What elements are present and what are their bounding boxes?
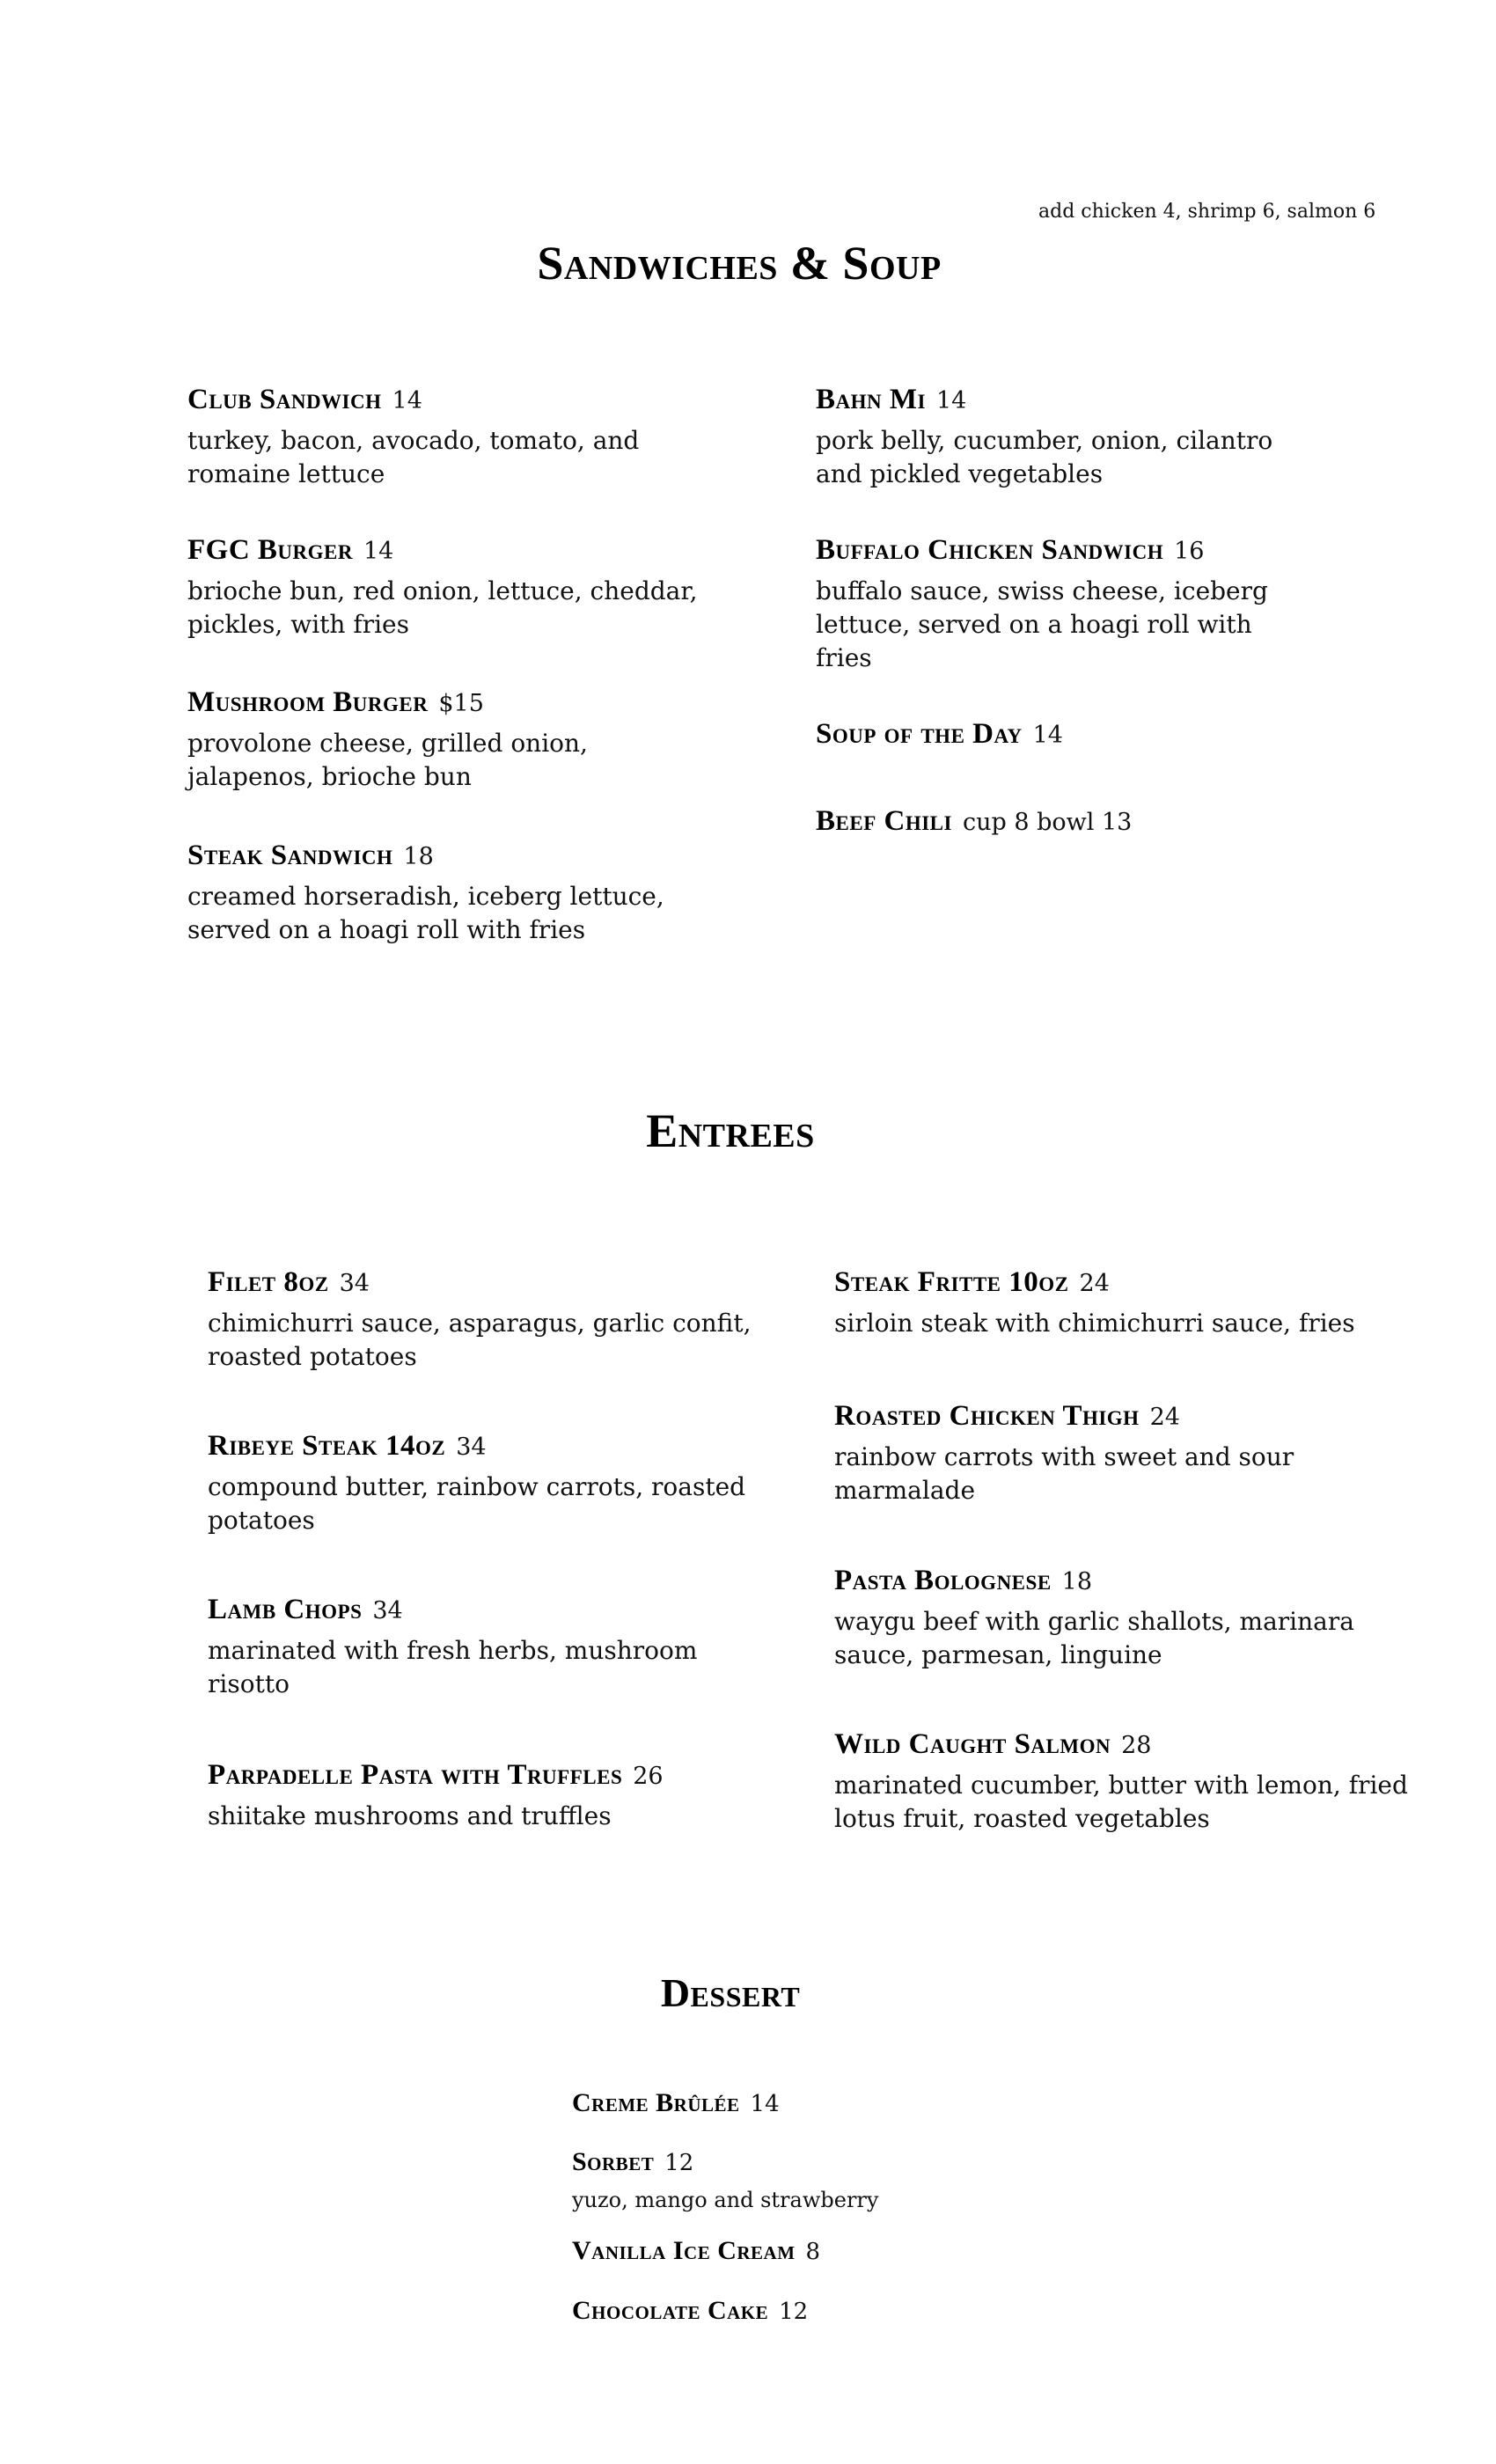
item-description: chimichurri sauce, asparagus, garlic confit, roasted potatoes xyxy=(208,1309,752,1371)
item-name: Ribeye Steak 14oz xyxy=(208,1430,446,1462)
item-description: pork belly, cucumber, onion, cilantro and pickled vegetables xyxy=(816,426,1273,488)
menu-item xyxy=(834,1561,1362,1672)
item-description: yuzo, mango and strawberry xyxy=(572,2188,879,2212)
item-price: cup 8 bowl 13 xyxy=(962,809,1133,836)
menu-item xyxy=(208,1590,753,1701)
item-price: 34 xyxy=(339,1270,370,1297)
item-description: marinated cucumber, butter with lemon, fried lotus fruit, roasted vegetables xyxy=(834,1771,1408,1833)
item-name: Parpadelle Pasta with Truffles xyxy=(208,1759,623,1791)
menu-item xyxy=(208,1426,753,1537)
menu-item xyxy=(834,1725,1433,1836)
item-name: Mushroom Burger xyxy=(187,686,429,718)
item-price: 28 xyxy=(1121,1732,1152,1759)
menu-item xyxy=(834,1397,1327,1507)
item-description: sirloin steak with chimichurri sauce, fries xyxy=(834,1309,1355,1338)
item-name: Bahn Mi xyxy=(816,384,926,415)
item-price: 24 xyxy=(1079,1270,1110,1297)
item-name: Pasta Bolognese xyxy=(834,1565,1052,1596)
item-price: 34 xyxy=(456,1434,487,1461)
item-price: 24 xyxy=(1149,1404,1180,1431)
item-name: Chocolate Cake xyxy=(572,2296,769,2325)
item-price: 18 xyxy=(403,843,434,870)
item-description: creamed horseradish, iceberg lettuce, served on a hoagi roll with fries xyxy=(187,882,664,944)
addons-note: add chicken 4, shrimp 6, salmon 6 xyxy=(1038,201,1376,223)
item-name: Creme Brûlée xyxy=(572,2088,740,2117)
item-name: Steak Sandwich xyxy=(187,840,393,871)
item-price: 14 xyxy=(363,538,394,565)
item-description: provolone cheese, grilled onion, jalapenos, brioche bun xyxy=(187,729,588,791)
item-description: buffalo sauce, swiss cheese, iceberg lettuce, served on a hoagi roll with fries xyxy=(816,576,1268,672)
item-name: Beef Chili xyxy=(816,805,952,837)
item-price: 8 xyxy=(805,2239,821,2265)
item-price: $15 xyxy=(438,690,484,717)
menu-item xyxy=(208,1263,753,1374)
item-price: 16 xyxy=(1174,538,1205,565)
item-price: 18 xyxy=(1061,1568,1093,1595)
item-price: 34 xyxy=(372,1597,403,1624)
menu-item xyxy=(187,683,715,794)
item-name: Filet 8oz xyxy=(208,1266,329,1298)
menu-item xyxy=(187,836,715,947)
item-price: 12 xyxy=(779,2299,809,2325)
item-description: marinated with fresh herbs, mushroom risotto xyxy=(208,1636,698,1698)
dessert-heading: Dessert xyxy=(660,1970,801,2015)
item-price: 12 xyxy=(664,2150,694,2176)
item-name: Sorbet xyxy=(572,2147,655,2176)
sandwiches-heading: Sandwiches & Soup xyxy=(537,237,942,290)
menu-item xyxy=(816,531,1291,675)
item-name: Buffalo Chicken Sandwich xyxy=(816,534,1164,566)
item-name: Soup of the Day xyxy=(816,718,1023,750)
item-description: rainbow carrots with sweet and sour marmalade xyxy=(834,1442,1294,1505)
item-price: 14 xyxy=(935,387,967,414)
menu-item xyxy=(572,2232,1100,2275)
item-name: Steak Fritte 10oz xyxy=(834,1266,1069,1298)
item-name: Roasted Chicken Thigh xyxy=(834,1400,1140,1432)
item-description: waygu beef with garlic shallots, marinara sauce, parmesan, linguine xyxy=(834,1607,1354,1669)
item-name: Wild Caught Salmon xyxy=(834,1728,1111,1760)
item-price: 14 xyxy=(750,2091,780,2117)
item-name: Vanilla Ice Cream xyxy=(572,2236,796,2265)
item-price: 26 xyxy=(633,1763,664,1790)
menu-item xyxy=(187,531,715,642)
menu-item xyxy=(572,2084,1100,2127)
menu-item xyxy=(187,380,715,491)
menu-item xyxy=(208,1756,788,1833)
item-name: FGC Burger xyxy=(187,534,353,566)
item-name: Club Sandwich xyxy=(187,384,382,415)
item-description: shiitake mushrooms and truffles xyxy=(208,1801,612,1830)
menu-item xyxy=(816,380,1309,491)
menu-item xyxy=(816,715,1309,759)
entrees-heading: Entrees xyxy=(646,1104,815,1157)
item-description: brioche bun, red onion, lettuce, cheddar, pickles, with fries xyxy=(187,576,698,639)
item-price: 14 xyxy=(1032,722,1063,749)
menu-item xyxy=(816,802,1309,846)
menu-item xyxy=(572,2143,1100,2214)
item-name: Lamb Chops xyxy=(208,1594,363,1625)
item-description: compound butter, rainbow carrots, roasted potatoes xyxy=(208,1472,746,1535)
menu-item xyxy=(572,2292,1100,2335)
menu-item xyxy=(834,1263,1397,1340)
item-price: 14 xyxy=(392,387,422,414)
item-description: turkey, bacon, avocado, tomato, and romaine lettuce xyxy=(187,426,640,488)
